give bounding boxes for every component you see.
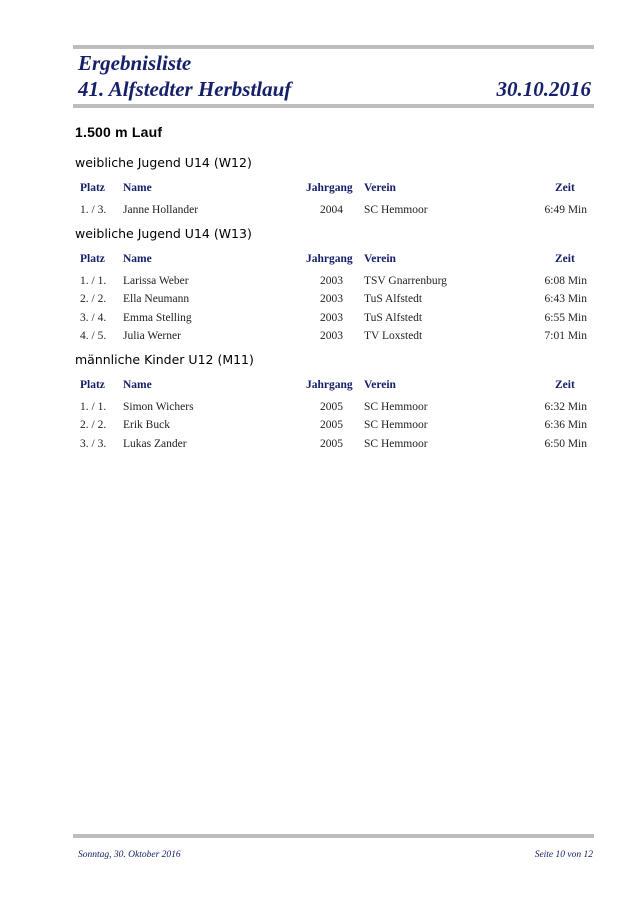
column-header-platz: Platz	[80, 379, 105, 391]
header-bottom-rule	[73, 104, 594, 108]
cell-platz: 1. / 1.	[80, 401, 107, 413]
cell-verein: TV Loxstedt	[364, 330, 423, 342]
column-header-zeit: Zeit	[555, 253, 575, 265]
cell-platz: 3. / 4.	[80, 312, 107, 324]
cell-jahrgang: 2003	[320, 275, 343, 287]
cell-verein: SC Hemmoor	[364, 401, 428, 413]
column-header-verein: Verein	[364, 182, 396, 194]
section-title: männliche Kinder U12 (M11)	[75, 352, 254, 367]
cell-verein: SC Hemmoor	[364, 438, 428, 450]
document-title: Ergebnisliste	[78, 51, 192, 75]
cell-name: Larissa Weber	[123, 275, 189, 287]
column-header-jahrgang: Jahrgang	[306, 182, 353, 194]
column-header-zeit: Zeit	[555, 379, 575, 391]
column-header-jahrgang: Jahrgang	[306, 379, 353, 391]
footer-date: Sonntag, 30. Oktober 2016	[78, 850, 181, 860]
section-title: weibliche Jugend U14 (W13)	[75, 226, 252, 241]
cell-zeit: 6:49 Min	[544, 204, 587, 216]
cell-name: Janne Hollander	[123, 204, 199, 216]
cell-platz: 1. / 3.	[80, 204, 107, 216]
cell-name: Erik Buck	[123, 419, 170, 431]
header-date: 30.10.2016	[496, 77, 591, 101]
cell-name: Ella Neumann	[123, 293, 190, 305]
column-header-platz: Platz	[80, 253, 105, 265]
column-header-name: Name	[123, 253, 152, 265]
column-header-verein: Verein	[364, 253, 396, 265]
footer-rule	[73, 834, 594, 838]
cell-verein: TuS Alfstedt	[364, 312, 423, 324]
cell-platz: 2. / 2.	[80, 293, 107, 305]
cell-verein: SC Hemmoor	[364, 419, 428, 431]
cell-zeit: 7:01 Min	[544, 330, 587, 342]
cell-platz: 1. / 1.	[80, 275, 107, 287]
cell-jahrgang: 2004	[320, 204, 343, 216]
column-header-jahrgang: Jahrgang	[306, 253, 353, 265]
cell-zeit: 6:32 Min	[544, 401, 587, 413]
cell-name: Julia Werner	[123, 330, 181, 342]
page-number: Seite 10 von 12	[534, 850, 593, 860]
cell-jahrgang: 2005	[320, 401, 343, 413]
header-top-rule	[73, 45, 594, 49]
cell-jahrgang: 2005	[320, 438, 343, 450]
cell-verein: TSV Gnarrenburg	[364, 275, 447, 287]
column-header-name: Name	[123, 182, 152, 194]
event-name: 41. Alfstedter Herbstlauf	[78, 77, 292, 101]
cell-zeit: 6:36 Min	[544, 419, 587, 431]
cell-zeit: 6:50 Min	[544, 438, 587, 450]
cell-zeit: 6:08 Min	[544, 275, 587, 287]
section-title: weibliche Jugend U14 (W12)	[75, 155, 252, 170]
column-header-platz: Platz	[80, 182, 105, 194]
cell-verein: SC Hemmoor	[364, 204, 428, 216]
discipline-title: 1.500 m Lauf	[75, 124, 163, 140]
cell-platz: 4. / 5.	[80, 330, 107, 342]
column-header-verein: Verein	[364, 379, 396, 391]
cell-jahrgang: 2003	[320, 330, 343, 342]
cell-name: Lukas Zander	[123, 438, 187, 450]
cell-name: Simon Wichers	[123, 401, 194, 413]
cell-platz: 2. / 2.	[80, 419, 107, 431]
cell-jahrgang: 2003	[320, 312, 343, 324]
cell-jahrgang: 2003	[320, 293, 343, 305]
column-header-zeit: Zeit	[555, 182, 575, 194]
cell-jahrgang: 2005	[320, 419, 343, 431]
cell-zeit: 6:55 Min	[544, 312, 587, 324]
cell-platz: 3. / 3.	[80, 438, 107, 450]
cell-zeit: 6:43 Min	[544, 293, 587, 305]
cell-verein: TuS Alfstedt	[364, 293, 423, 305]
cell-name: Emma Stelling	[123, 312, 192, 324]
column-header-name: Name	[123, 379, 152, 391]
